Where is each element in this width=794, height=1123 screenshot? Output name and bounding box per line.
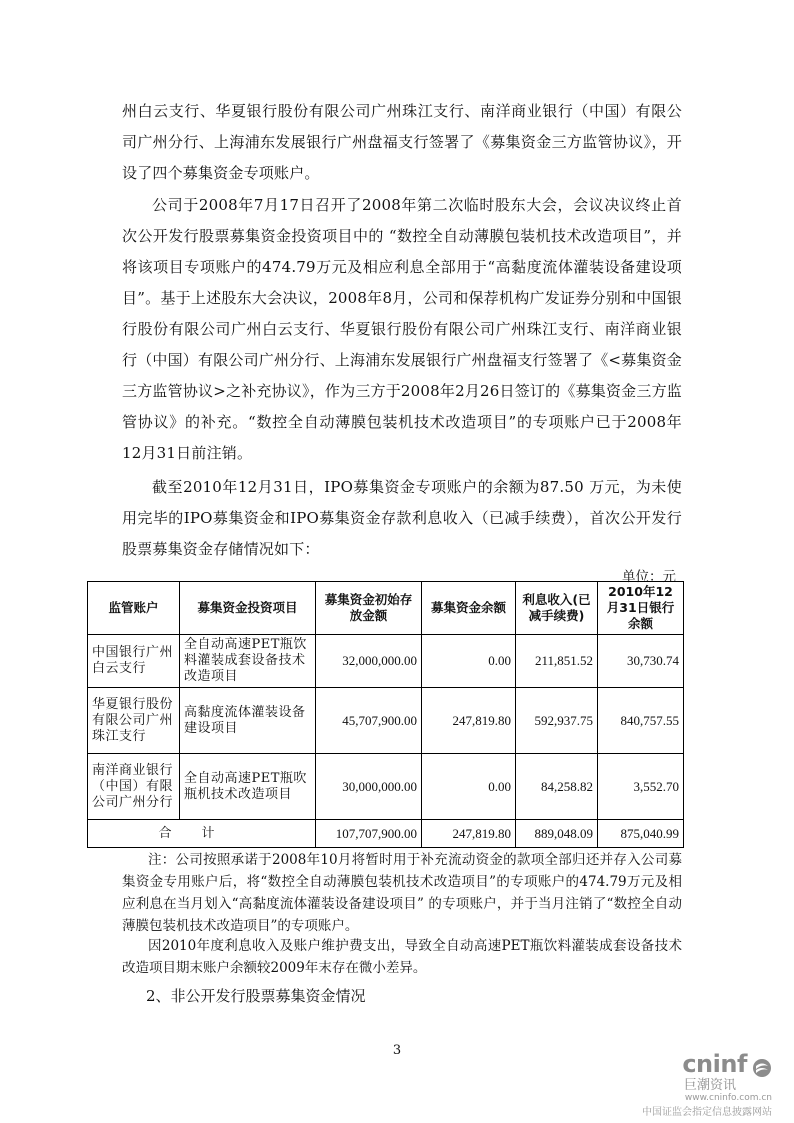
cell-account: 中国银行广州白云支行 xyxy=(88,635,180,688)
header-account: 监管账户 xyxy=(88,582,180,635)
cell-interest: 84,258.82 xyxy=(516,754,598,820)
paragraph-1: 州白云支行、华夏银行股份有限公司广州珠江支行、南洋商业银行（中国）有限公司广州分行、上海浦东发展银行广州盘福支行签署了《募集资金三方监管协议》，开设了四个募集资金专项账户。 xyxy=(122,102,682,182)
paragraph-2: 公司于2008年7月17日召开了2008年第二次临时股东大会，会议决议终止首次公开发行股票募集资金投资项目中的 “数控全自动薄膜包装机技术改造项目”，并将该项目专项账户的474.79万元及相应利息全部用于“高黏度流体灌装设备建设项目”。基于上述股东大会决议，2008年8月，公司和保荐机构广发证券分别和中国银行股份有限公司广州白云支行、华夏银行股份有限公司广州珠江支行、南洋商业银行（中国）有限公司广州分行、上海浦东发展银行广州盘福支行签署了《<募集资金三方监管协议>之补充协议》，作为三方于2008年2月26日签订的《募集资金三方监管协议》的补充。“数控全自动薄膜包装机技术改造项目”的专项账户已于2008年12月31日前注销。 xyxy=(122,196,682,462)
header-interest: 利息收入(已减手续费) xyxy=(516,582,598,635)
page-number: 3 xyxy=(392,1043,402,1058)
total-interest: 889,048.09 xyxy=(516,820,598,848)
table-note-1: 注：公司按照承诺于2008年10月将暂时用于补充流动资金的款项全部归还并存入公司募集资金专用账户后，将“数控全自动薄膜包装机技术改造项目”的专项账户的474.79万元及相应利息在当月划入“高黏度流体灌装设备建设项目” 的专项账户，并于当月注销了“数控全自动薄膜包装机技术改造项目”的专项账户。 xyxy=(122,852,682,934)
total-initial-amount: 107,707,900.00 xyxy=(316,820,422,848)
cell-bank-balance: 3,552.70 xyxy=(598,754,684,820)
logo-url: www.cninfo.com.cn xyxy=(684,1093,772,1103)
cell-balance: 0.00 xyxy=(422,754,516,820)
table-note-2: 因2010年度利息收入及账户维护费支出，导致全自动高速PET瓶饮料灌装成套设备技术改造项目期末账户余额较2009年末存在微小差异。 xyxy=(122,938,682,976)
cell-bank-balance: 840,757.55 xyxy=(598,688,684,754)
cell-initial-amount: 32,000,000.00 xyxy=(316,635,422,688)
table-header-row xyxy=(88,582,684,635)
cninfo-swirl-icon xyxy=(752,1058,772,1078)
total-balance: 247,819.80 xyxy=(422,820,516,848)
unit-label: 单位：元 xyxy=(622,569,676,585)
logo-word: cninf xyxy=(682,1050,747,1078)
cell-interest: 592,937.75 xyxy=(516,688,598,754)
table-total-row xyxy=(88,820,684,848)
cell-initial-amount: 30,000,000.00 xyxy=(316,754,422,820)
logo-site-caption: 中国证监会指定信息披露网站 xyxy=(642,1107,772,1118)
header-project: 募集资金投资项目 xyxy=(180,582,316,635)
total-bank-balance: 875,040.99 xyxy=(598,820,684,848)
cell-account: 华夏银行股份有限公司广州珠江支行 xyxy=(88,688,180,754)
cell-initial-amount: 45,707,900.00 xyxy=(316,688,422,754)
logo-cn-name: 巨潮资讯 xyxy=(683,1078,736,1093)
cell-project: 全自动高速PET瓶饮料灌装成套设备技术改造项目 xyxy=(180,635,316,688)
cell-bank-balance: 30,730.74 xyxy=(598,635,684,688)
cell-balance: 247,819.80 xyxy=(422,688,516,754)
cell-interest: 211,851.52 xyxy=(516,635,598,688)
header-balance: 募集资金余额 xyxy=(422,582,516,635)
cell-project: 高黏度流体灌装设备建设项目 xyxy=(180,688,316,754)
cninfo-logo xyxy=(622,1050,772,1120)
table-row xyxy=(88,635,684,688)
total-label: 合计 xyxy=(88,820,316,848)
cell-project: 全自动高速PET瓶吹瓶机技术改造项目 xyxy=(180,754,316,820)
fund-storage-table xyxy=(87,581,684,848)
cell-balance: 0.00 xyxy=(422,635,516,688)
table-row xyxy=(88,688,684,754)
paragraph-3: 截至2010年12月31日，IPO募集资金专项账户的余额为87.50 万元，为未使用完毕的IPO募集资金和IPO募集资金存款利息收入（已减手续费），首次公开发行股票募集资金存储情况如下： xyxy=(122,478,682,558)
cell-account: 南洋商业银行（中国）有限公司广州分行 xyxy=(88,754,180,820)
section-heading: 2、非公开发行股票募集资金情况 xyxy=(146,987,366,1005)
header-initial-amount: 募集资金初始存放金额 xyxy=(316,582,422,635)
table-row xyxy=(88,754,684,820)
header-bank-balance: 2010年12月31日银行余额 xyxy=(598,582,684,635)
